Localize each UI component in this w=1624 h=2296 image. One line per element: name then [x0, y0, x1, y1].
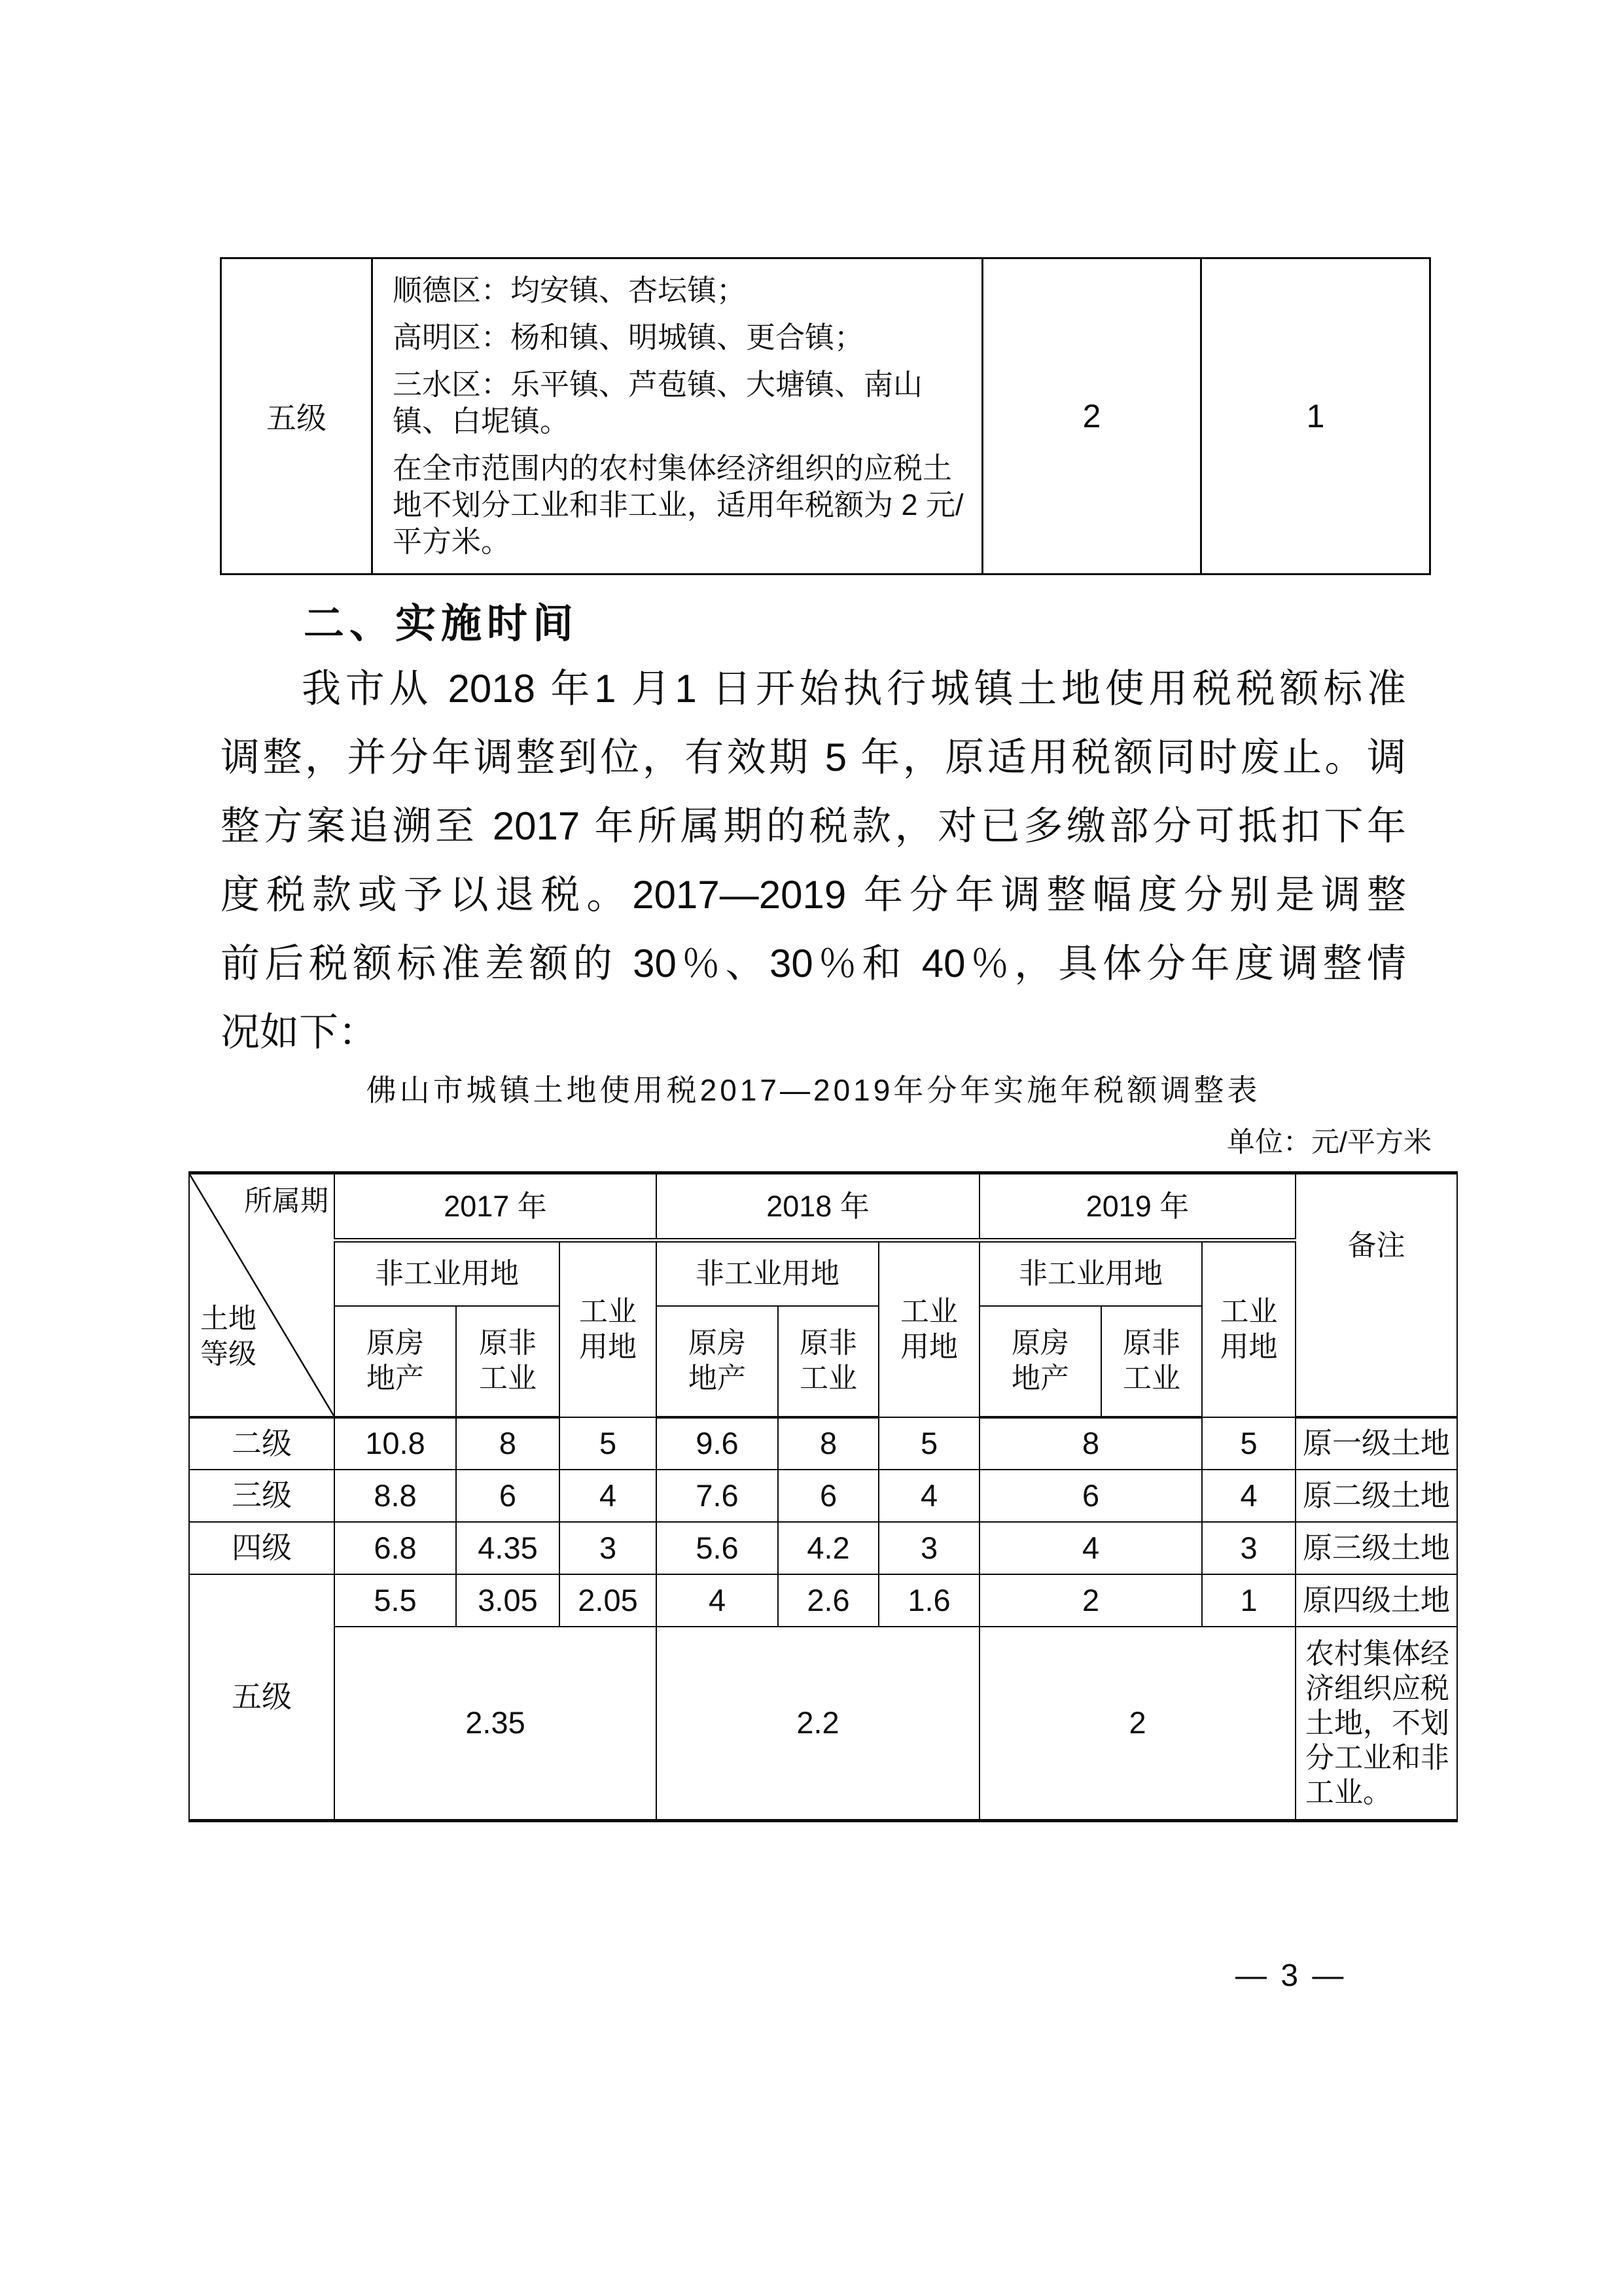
- orig-nonindustrial-label: 原非工业: [1123, 1327, 1181, 1394]
- cell-2018-nonindustrial: 2.6: [778, 1574, 879, 1627]
- data-row-grade5a: [189, 1574, 1457, 1627]
- cell-2017-realestate: 10.8: [334, 1417, 456, 1470]
- data-row-grade3: [189, 1470, 1457, 1522]
- cell-2018-realestate: 7.6: [656, 1470, 778, 1522]
- unit-label: 单位：元/平方米: [1227, 1127, 1432, 1158]
- header-orig-nonindustrial-2019: [1101, 1306, 1202, 1417]
- cell-2018-merged-rural: 2.2: [656, 1627, 980, 1821]
- cell-2019-nonindustrial-merged: 6: [980, 1470, 1202, 1522]
- paragraph-line: 我市从 2018 年1 月1 日开始执行城镇土地使用税税额标准: [302, 667, 1406, 711]
- header-non-industrial-2017: 非工业用地: [334, 1241, 559, 1306]
- data-row-grade5b: [189, 1627, 1457, 1821]
- header-year-2019: 2019 年: [980, 1173, 1296, 1241]
- row-label-grade5: 五级: [189, 1574, 334, 1821]
- cell-2018-realestate: 5.6: [656, 1522, 778, 1574]
- header-grade-label: 土地等级: [200, 1303, 256, 1370]
- cell-remark: 原三级土地: [1296, 1522, 1457, 1574]
- row-label-grade4: 四级: [189, 1522, 334, 1574]
- cell-remark-rural: 农村集体经济组织应税土地，不划分工业和非工业。: [1296, 1627, 1457, 1821]
- header-orig-realestate-2019: [980, 1306, 1101, 1417]
- cell-2019-industrial: 1: [1202, 1574, 1296, 1627]
- towns-line-shunde: 顺德区：均安镇、杏坛镇；: [393, 274, 747, 307]
- towns-list-cell: [372, 258, 983, 574]
- tax-adjustment-table: [188, 1171, 1458, 1822]
- row-label-grade3: 三级: [189, 1470, 334, 1522]
- orig-realestate-label: 原房地产: [366, 1327, 424, 1394]
- cell-2018-realestate: 9.6: [656, 1417, 778, 1470]
- section-heading: 二、实施时间: [304, 601, 579, 646]
- header-remark: 备注: [1296, 1173, 1457, 1417]
- paragraph-line: 调整，并分年调整到位，有效期 5 年，原适用税额同时废止。调: [221, 735, 1406, 779]
- header-non-industrial-2019: 非工业用地: [980, 1241, 1202, 1306]
- cell-2018-industrial: 5: [879, 1417, 980, 1470]
- cell-2017-nonindustrial: 6: [456, 1470, 559, 1522]
- cell-2018-nonindustrial: 8: [778, 1417, 879, 1470]
- cell-2017-nonindustrial: 8: [456, 1417, 559, 1470]
- header-row-years: [189, 1173, 1457, 1241]
- header-industrial-2019: [1202, 1241, 1296, 1417]
- cell-2017-realestate: 8.8: [334, 1470, 456, 1522]
- towns-line-gaoming: 高明区：杨和镇、明城镇、更合镇；: [393, 321, 864, 354]
- cell-2017-industrial: 5: [559, 1417, 656, 1470]
- cell-2017-realestate: 6.8: [334, 1522, 456, 1574]
- cell-2018-nonindustrial: 6: [778, 1470, 879, 1522]
- header-orig-nonindustrial-2018: [778, 1306, 879, 1417]
- cell-2017-realestate: 5.5: [334, 1574, 456, 1627]
- header-row-usetype: [189, 1241, 1457, 1306]
- orig-nonindustrial-label: 原非工业: [800, 1327, 858, 1394]
- non-industrial-rate: 2: [983, 258, 1201, 574]
- orig-realestate-label: 原房地产: [1012, 1327, 1070, 1394]
- cell-2018-industrial: 4: [879, 1470, 980, 1522]
- paragraph-line: 前后税额标准差额的 30％、30％和 40％，具体分年度调整情: [221, 942, 1406, 985]
- header-industrial-2018: [879, 1241, 980, 1417]
- industrial-label: 工业用地: [900, 1296, 959, 1363]
- cell-2019-industrial: 5: [1202, 1417, 1296, 1470]
- header-year-2018: 2018 年: [656, 1173, 980, 1241]
- cell-remark: 原二级土地: [1296, 1470, 1457, 1522]
- towns-line-rural-note: 在全市范围内的农村集体经济组织的应税土地不划分工业和非工业，适用年税额为 2 元/平方米。: [393, 451, 964, 558]
- cell-2017-industrial: 2.05: [559, 1574, 656, 1627]
- data-row-grade2: [189, 1417, 1457, 1470]
- cell-2019-merged-rural: 2: [980, 1627, 1296, 1821]
- cell-2017-nonindustrial: 3.05: [456, 1574, 559, 1627]
- cell-2017-industrial: 3: [559, 1522, 656, 1574]
- header-period-label: 所属期: [244, 1186, 328, 1217]
- industrial-label: 工业用地: [579, 1296, 637, 1363]
- page-number: — 3 —: [1235, 1958, 1347, 1993]
- cell-remark: 原一级土地: [1296, 1417, 1457, 1470]
- industrial-rate: 1: [1201, 258, 1430, 574]
- cell-2017-industrial: 4: [559, 1470, 656, 1522]
- industrial-label: 工业用地: [1220, 1296, 1278, 1363]
- body-paragraph: [221, 654, 1406, 1067]
- cell-2017-merged-rural: 2.35: [334, 1627, 656, 1821]
- continuation-table: [220, 257, 1431, 575]
- cell-2019-nonindustrial-merged: 2: [980, 1574, 1202, 1627]
- cell-2018-realestate: 4: [656, 1574, 778, 1627]
- cell-2018-nonindustrial: 4.2: [778, 1522, 879, 1574]
- row-label-grade2: 二级: [189, 1417, 334, 1470]
- cell-2017-nonindustrial: 4.35: [456, 1522, 559, 1574]
- cell-2019-industrial: 3: [1202, 1522, 1296, 1574]
- table-title: 佛山市城镇土地使用税2017—2019年分年实施年税额调整表: [366, 1073, 1261, 1107]
- table-row: [221, 258, 1430, 574]
- cell-2018-industrial: 3: [879, 1522, 980, 1574]
- land-grade-label: 五级: [221, 258, 372, 574]
- header-orig-nonindustrial-2017: [456, 1306, 559, 1417]
- orig-nonindustrial-label: 原非工业: [479, 1327, 537, 1394]
- header-year-2017: 2017 年: [334, 1173, 656, 1241]
- header-non-industrial-2018: 非工业用地: [656, 1241, 879, 1306]
- towns-line-sanshui: 三水区：乐平镇、芦苞镇、大塘镇、南山镇、白坭镇。: [393, 368, 923, 438]
- diagonal-wrap: [190, 1174, 334, 1416]
- orig-realestate-label: 原房地产: [688, 1327, 747, 1394]
- paragraph-line: 度税款或予以退税。2017—2019 年分年调整幅度分别是调整: [221, 873, 1406, 917]
- header-industrial-2017: [559, 1241, 656, 1417]
- header-orig-realestate-2018: [656, 1306, 778, 1417]
- paragraph-line: 整方案追溯至 2017 年所属期的税款，对已多缴部分可抵扣下年: [221, 804, 1406, 848]
- cell-remark: 原四级土地: [1296, 1574, 1457, 1627]
- paragraph-line: 况如下：: [221, 1010, 378, 1054]
- cell-2019-nonindustrial-merged: 4: [980, 1522, 1202, 1574]
- header-orig-realestate-2017: [334, 1306, 456, 1417]
- diagonal-header-cell: [189, 1173, 334, 1417]
- data-row-grade4: [189, 1522, 1457, 1574]
- cell-2019-industrial: 4: [1202, 1470, 1296, 1522]
- cell-2018-industrial: 1.6: [879, 1574, 980, 1627]
- cell-2019-nonindustrial-merged: 8: [980, 1417, 1202, 1470]
